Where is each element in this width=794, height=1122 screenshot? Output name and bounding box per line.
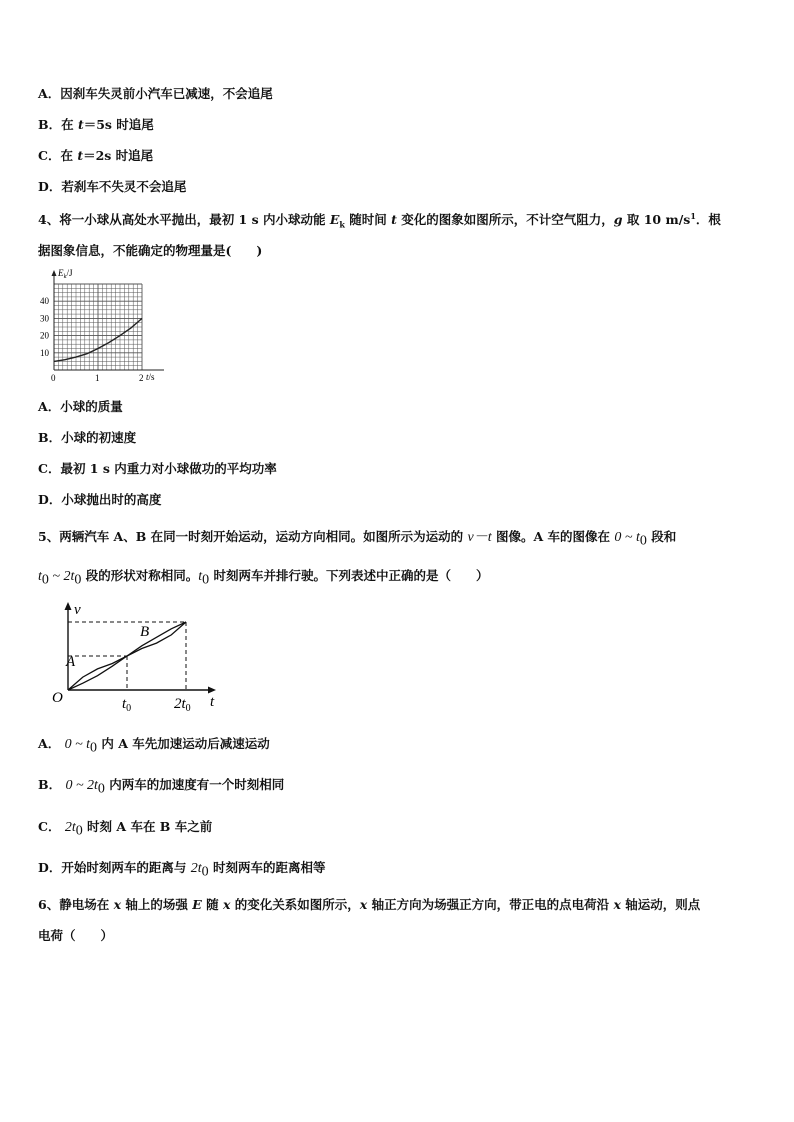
unit-superscript: 1 [690,210,696,221]
option-text: 时刻两车的距离相等 [208,860,326,875]
option-label: C． [38,819,61,834]
q6-text: 的变化关系如图所示， [230,897,360,912]
option-text: 最初 1 s 内重力对小球做功的平均功率 [60,461,277,476]
option-label: C． [38,461,61,476]
q5-option-b [38,775,284,798]
chart-grid [54,284,142,370]
y-axis-arrow [52,270,57,276]
option-label: D． [38,492,62,507]
x-symbol: x [613,897,621,912]
q4-text: 4、将一小球从高处水平抛出，最初 1 s 内小球动能 [38,212,330,227]
x-tick-label: $t_0$ [122,696,132,714]
q4-option-d [38,490,161,508]
x-axis-label: t [210,694,215,710]
g-symbol: g [613,212,623,227]
option-label: B． [38,117,62,132]
q3-option-a [38,84,273,102]
option-label: B． [38,430,62,445]
x-tick-label: 0 [51,373,56,383]
q6-text: 随 [201,897,223,912]
option-text: 内两车的加速度有一个时刻相同 [104,777,285,792]
vt-symbol: v－t [467,530,492,545]
q4-option-a [38,397,123,415]
q5-option-c [38,817,212,840]
y-axis-label: v [74,602,81,618]
option-text: ＝5s 时追尾 [83,117,154,132]
option-text: 内 A 车先加速运动后减速运动 [97,736,270,751]
subscript-0: 0 [639,533,647,549]
option-label: A． [38,399,61,414]
q4-text: 据图象信息，不能确定的物理量是( ) [38,243,263,258]
q5-option-a [38,734,270,757]
y-axis-arrow [65,602,72,610]
q5-stem-line1 [38,526,676,550]
x-axis-label: t/s [146,372,155,382]
x-symbol: x [222,897,231,912]
option-text: 小球的初速度 [61,430,137,445]
q5-text: 段和 [646,529,677,544]
q3-option-c [38,146,153,164]
option-text: 若刹车不失灵不会追尾 [61,179,187,194]
q4-stem-line2 [38,241,262,259]
q6-text: 电荷（ ） [38,928,114,943]
option-text: 因刹车失灵前小汽车已减速，不会追尾 [60,86,273,101]
variable-t: t [77,148,84,163]
q5-text: 图像。A 车的图像在 [491,529,615,544]
q5-text: 时刻两车并排行驶。下列表述中正确的是（ ） [209,568,489,583]
y-tick-label: 40 [40,296,49,307]
option-text: ＝2s 时追尾 [83,148,154,163]
subscript-0: 0 [201,864,209,880]
q4-text: 取 10 m/s [622,212,691,227]
e-symbol: E [192,897,202,912]
q6-text: 轴运动，则点 [620,897,701,912]
subscript-0: 0 [75,823,83,839]
range-expression: ~ 2t [48,569,75,584]
t-symbol: t [391,212,397,227]
option-math: 0 ~ 2t [65,778,98,793]
option-label: D． [38,179,62,194]
t0-symbol: t [198,569,203,584]
q4-text: 变化的图象如图所示，不计空气阻力， [396,212,614,227]
y-tick-label: 30 [40,313,49,324]
ek-symbol: E [329,212,340,227]
x-tick-label: $2t_0$ [174,696,191,714]
variable-t: t [77,117,84,132]
y-tick-label: 20 [40,330,49,341]
option-label: A． [38,86,61,101]
q5-text: 5、两辆汽车 A、B 在同一时刻开始运动，运动方向相同。如图所示为运动的 [38,529,468,544]
subscript-0: 0 [202,572,210,588]
q4-option-c [38,459,277,477]
q6-text: 轴上的场强 [121,897,193,912]
series-a-label: A [66,654,76,670]
q4-text: 随时间 [344,212,392,227]
vt-chart [48,598,228,718]
q4-option-b [38,428,136,446]
option-math: 2t [64,820,76,835]
option-text: 小球的质量 [60,399,123,414]
option-label: C． [38,148,61,163]
origin-label: O [52,690,63,706]
x-tick-label: 2 [139,373,144,383]
q4-stem-line1 [38,210,721,230]
x-tick-label: 1 [95,373,100,383]
q3-option-b [38,115,154,133]
series-b-label: B [140,624,150,640]
q4-text: ．根 [695,212,721,227]
option-label: D． [38,860,62,875]
q6-stem-line1 [38,895,700,913]
option-text: 在 [60,148,78,163]
subscript-0: 0 [90,740,98,756]
y-axis-label: $E_k/J$ [58,268,73,280]
option-label: B． [38,777,62,792]
option-text: 时刻 A 车在 B 车之前 [82,819,213,834]
ek-subscript: k [339,219,345,230]
option-label: A． [38,736,61,751]
q3-option-d [38,177,186,195]
x-symbol: x [113,897,122,912]
option-text: 小球抛出时的高度 [61,492,162,507]
option-math: 0 ~ t [64,737,91,752]
option-text: 在 [61,117,78,132]
q5-option-d [38,858,325,881]
subscript-0: 0 [41,572,49,588]
subscript-0: 0 [97,781,105,797]
y-tick-label: 10 [40,347,49,358]
range-expression: t [38,569,42,584]
x-symbol: x [359,897,368,912]
x-axis-arrow [208,687,216,694]
q6-text: 6、静电场在 [38,897,114,912]
option-text: 开始时刻两车的距离与 [61,860,191,875]
q5-text: 段的形状对称相同。 [81,568,199,583]
ek-t-chart [36,262,176,388]
range-expression: 0 ~ t [614,530,640,545]
q5-stem-line2 [38,566,488,589]
subscript-0: 0 [74,572,82,588]
q6-text: 轴正方向为场强正方向，带正电的点电荷沿 [367,897,614,912]
q6-stem-line2 [38,926,113,944]
option-math: 2t [190,861,202,876]
